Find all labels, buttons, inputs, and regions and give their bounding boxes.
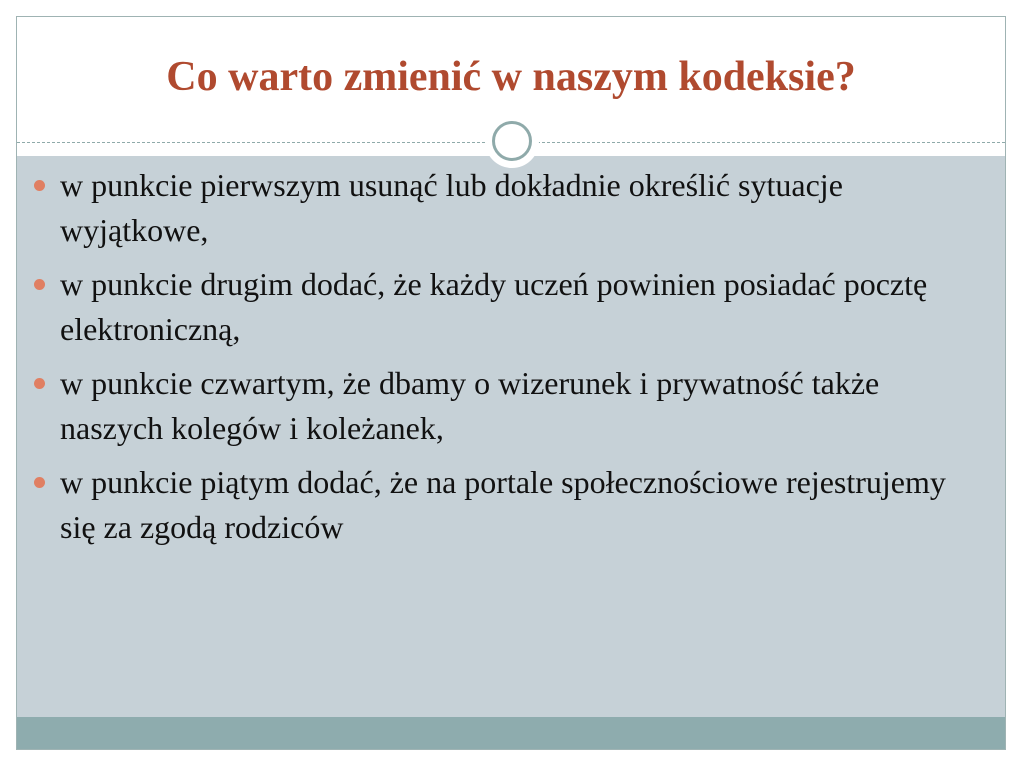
bullet-dot-icon (34, 279, 45, 290)
bullet-item (34, 460, 954, 550)
bullet-text: w punkcie pierwszym usunąć lub dokładnie określić sytuacje wyjątkowe, (60, 167, 843, 248)
bullet-text: w punkcie drugim dodać, że każdy uczeń powinien posiadać pocztę elektroniczną, (60, 266, 928, 347)
bullet-dot-icon (34, 180, 45, 191)
bullet-item (34, 361, 954, 451)
ring-ornament-inner (492, 121, 532, 161)
bullet-dot-icon (34, 477, 45, 488)
footer-bar (17, 717, 1005, 750)
bullet-text: w punkcie piątym dodać, że na portale społecznościowe rejestrujemy się za zgodą rodziców (60, 464, 946, 545)
bullet-dot-icon (34, 378, 45, 389)
slide-title: Co warto zmienić w naszym kodeksie? (166, 54, 856, 100)
bullet-item (34, 163, 954, 253)
bullet-item (34, 262, 954, 352)
ring-ornament-icon (485, 114, 539, 168)
bullet-text: w punkcie czwartym, że dbamy o wizerunek i prywatność także naszych kolegów i koleżanek, (60, 365, 880, 446)
bullet-list (34, 163, 954, 559)
